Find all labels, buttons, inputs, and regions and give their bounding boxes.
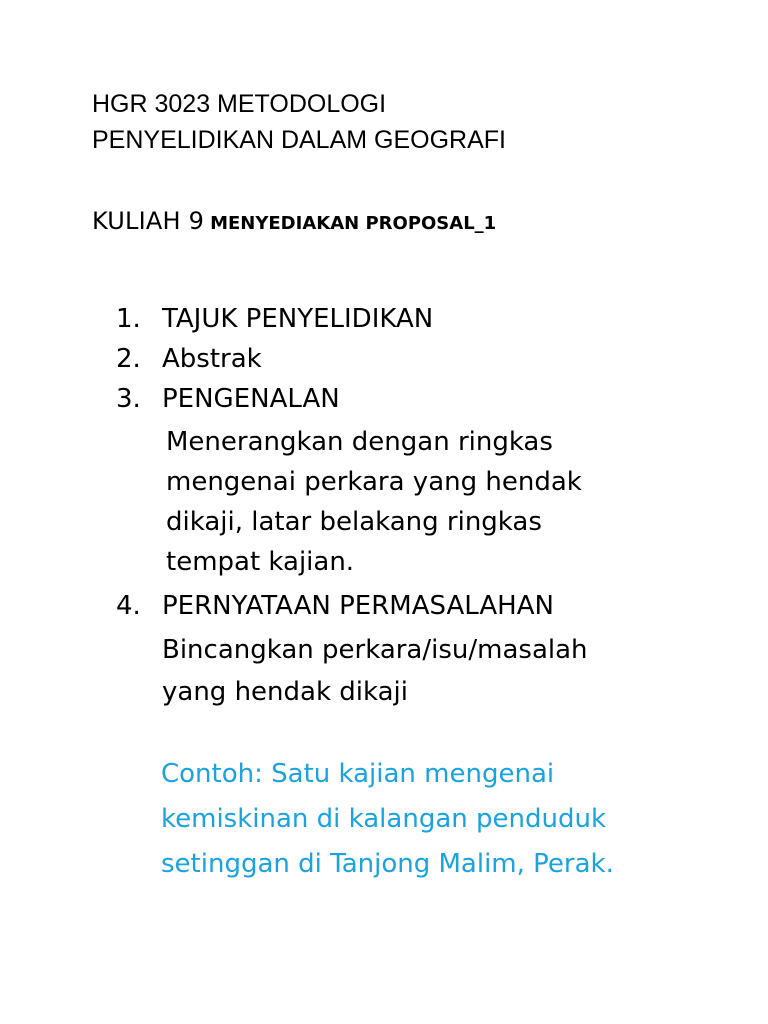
item-description-line: tempat kajian. [166, 547, 355, 577]
item-description-line: yang hendak dikaji [162, 677, 408, 707]
item-description-line: dikaji, latar belakang ringkas [166, 507, 542, 537]
list-item-label: TAJUK PENYELIDIKAN [162, 304, 434, 334]
lecture-topic: MENYEDIAKAN PROPOSAL_1 [210, 213, 497, 234]
item-description-line: Bincangkan perkara/isu/masalah [162, 635, 588, 665]
list-item-number: 1. [116, 304, 141, 334]
list-item-number: 2. [116, 344, 141, 374]
example-line: setinggan di Tanjong Malim, Perak. [161, 849, 614, 879]
list-item-label: Abstrak [162, 344, 262, 374]
list-item-number: 4. [116, 591, 141, 621]
list-item-number: 3. [116, 384, 141, 414]
course-title-line-1: HGR 3023 METODOLOGI [92, 90, 387, 118]
example-line: kemiskinan di kalangan penduduk [161, 804, 606, 834]
item-description-line: Menerangkan dengan ringkas [166, 427, 553, 457]
example-line: Contoh: Satu kajian mengenai [161, 759, 555, 789]
list-item-label: PERNYATAAN PERMASALAHAN [162, 591, 554, 621]
item-description-line: mengenai perkara yang hendak [166, 467, 582, 497]
lecture-label: KULIAH 9 [92, 207, 205, 235]
course-title-line-2: PENYELIDIKAN DALAM GEOGRAFI [92, 126, 506, 154]
list-item-label: PENGENALAN [162, 384, 340, 414]
